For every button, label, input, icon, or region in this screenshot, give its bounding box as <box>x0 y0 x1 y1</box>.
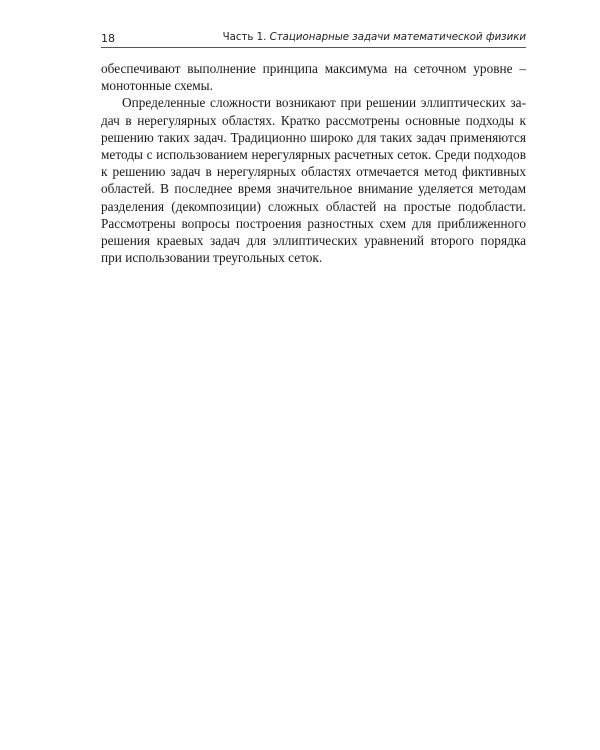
page-number: 18 <box>101 32 115 45</box>
paragraph-summary: Определенные сложности возникают при решении эллиптических задач в нерегулярных областях. Кратко рассмотрены основные подходы к решению таких задач. Традиционно широко для таких задач применяются методы с использованием нерегулярных расчетных сеток. Среди подходов к решению задач в нерегулярных областях отмечается метод фиктивных областей. В последнее время значительное внимание уделяется методам разделения (декомпозиции) сложных областей на простые подобласти. Рассмотрены вопросы построения разностных схем для приближенного решения краевых задач для эллиптических уравнений второго порядка при использовании треугольных сеток. <box>101 95 526 266</box>
paragraph-continuation: обеспечивают выполнение принципа максимума на сеточном уровне – монотонные схемы. <box>101 61 526 94</box>
header-rule <box>101 47 526 48</box>
part-label: Часть 1. <box>222 32 267 43</box>
body-text <box>101 60 526 266</box>
running-head <box>101 30 526 48</box>
running-title <box>223 32 526 43</box>
part-title: Стационарные задачи математической физики <box>269 32 526 43</box>
